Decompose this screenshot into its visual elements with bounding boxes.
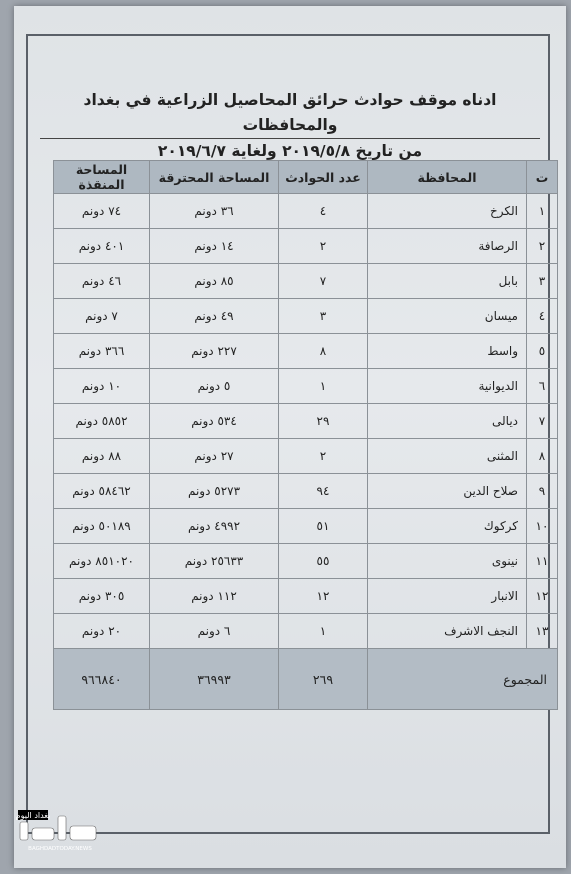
total-burned-area: ٣٦٩٩٣ — [150, 649, 279, 710]
saved-area-cell: ٨٨ دونم — [54, 439, 150, 474]
incidents-cell: ٣ — [279, 299, 368, 334]
governorate-cell: المثنى — [368, 439, 527, 474]
saved-area-cell: ٥٠١٨٩ دونم — [54, 509, 150, 544]
governorate-cell: صلاح الدين — [368, 474, 527, 509]
table-row — [54, 404, 558, 439]
incidents-cell: ٥١ — [279, 509, 368, 544]
title-line-1: ادناه موقف حوادث حرائق المحاصيل الزراعية في بغداد والمحافظات — [40, 88, 540, 139]
row-index: ١٠ — [527, 509, 558, 544]
row-index: ٦ — [527, 369, 558, 404]
total-incidents: ٢٦٩ — [279, 649, 368, 710]
governorate-cell: كركوك — [368, 509, 527, 544]
burned-area-cell: ٤٩٩٢ دونم — [150, 509, 279, 544]
table-row — [54, 614, 558, 649]
governorate-cell: ديالى — [368, 404, 527, 439]
incidents-cell: ١ — [279, 614, 368, 649]
row-index: ٣ — [527, 264, 558, 299]
governorate-cell: الديوانية — [368, 369, 527, 404]
burned-area-cell: ٢٢٧ دونم — [150, 334, 279, 369]
burned-area-cell: ١١٢ دونم — [150, 579, 279, 614]
governorate-cell: النجف الاشرف — [368, 614, 527, 649]
row-index: ١٢ — [527, 579, 558, 614]
incidents-cell: ٤ — [279, 194, 368, 229]
logo-brand-text: بغداد اليوم — [15, 811, 51, 820]
row-index: ٧ — [527, 404, 558, 439]
incidents-cell: ٧ — [279, 264, 368, 299]
table-row — [54, 509, 558, 544]
burned-area-cell: ٦ دونم — [150, 614, 279, 649]
incidents-cell: ١ — [279, 369, 368, 404]
governorate-cell: الرصافة — [368, 229, 527, 264]
governorate-cell: الانبار — [368, 579, 527, 614]
governorate-cell: الكرخ — [368, 194, 527, 229]
governorate-cell: واسط — [368, 334, 527, 369]
logo-site-text: BAGHDADTODAY.NEWS — [28, 846, 92, 852]
saved-area-cell: ٤٠١ دونم — [54, 229, 150, 264]
header-incidents: عدد الحوادث — [279, 161, 368, 194]
row-index: ٢ — [527, 229, 558, 264]
incidents-cell: ١٢ — [279, 579, 368, 614]
table-row — [54, 229, 558, 264]
governorate-cell: ميسان — [368, 299, 527, 334]
header-governorate: المحافظة — [368, 161, 527, 194]
incidents-cell: ٥٥ — [279, 544, 368, 579]
saved-area-cell: ٤٦ دونم — [54, 264, 150, 299]
total-row — [54, 649, 558, 710]
saved-area-cell: ٧٤ دونم — [54, 194, 150, 229]
header-index: ت — [527, 161, 558, 194]
table-row — [54, 264, 558, 299]
saved-area-cell: ٧ دونم — [54, 299, 150, 334]
saved-area-cell: ٣٦٦ دونم — [54, 334, 150, 369]
burned-area-cell: ٥ دونم — [150, 369, 279, 404]
burned-area-cell: ٢٧ دونم — [150, 439, 279, 474]
burned-area-cell: ٢٥٦٣٣ دونم — [150, 544, 279, 579]
document-title — [40, 88, 540, 165]
row-index: ١٣ — [527, 614, 558, 649]
total-label: المجموع — [368, 649, 558, 710]
table-row — [54, 579, 558, 614]
fire-incidents-table — [53, 160, 558, 710]
burned-area-cell: ١٤ دونم — [150, 229, 279, 264]
header-burned-area: المساحة المحترقة — [150, 161, 279, 194]
table-row — [54, 474, 558, 509]
burned-area-cell: ٥٢٧٣ دونم — [150, 474, 279, 509]
governorate-cell: بابل — [368, 264, 527, 299]
saved-area-cell: ٣٠٥ دونم — [54, 579, 150, 614]
table-row — [54, 334, 558, 369]
burned-area-cell: ٣٦ دونم — [150, 194, 279, 229]
table-row — [54, 544, 558, 579]
burned-area-cell: ٨٥ دونم — [150, 264, 279, 299]
row-index: ٥ — [527, 334, 558, 369]
row-index: ١١ — [527, 544, 558, 579]
row-index: ٩ — [527, 474, 558, 509]
baghdad-today-logo — [14, 808, 124, 854]
row-index: ٤ — [527, 299, 558, 334]
saved-area-cell: ١٠ دونم — [54, 369, 150, 404]
saved-area-cell: ٢٠ دونم — [54, 614, 150, 649]
header-saved-area: المساحة المنقذة — [54, 161, 150, 194]
table-row — [54, 299, 558, 334]
total-saved-area: ٩٦٦٨٤٠ — [54, 649, 150, 710]
incidents-cell: ٢ — [279, 439, 368, 474]
title-line-2: من تاريخ ٢٠١٩/٥/٨ ولغاية ٢٠١٩/٦/٧ — [154, 139, 426, 165]
saved-area-cell: ٨٥١٠٢٠ دونم — [54, 544, 150, 579]
incidents-cell: ٢٩ — [279, 404, 368, 439]
incidents-cell: ٢ — [279, 229, 368, 264]
table-row — [54, 194, 558, 229]
governorate-cell: نينوى — [368, 544, 527, 579]
incidents-cell: ٩٤ — [279, 474, 368, 509]
table-row — [54, 439, 558, 474]
burned-area-cell: ٤٩ دونم — [150, 299, 279, 334]
row-index: ٨ — [527, 439, 558, 474]
saved-area-cell: ٥٨٥٢ دونم — [54, 404, 150, 439]
saved-area-cell: ٥٨٤٦٢ دونم — [54, 474, 150, 509]
row-index: ١ — [527, 194, 558, 229]
burned-area-cell: ٥٣٤ دونم — [150, 404, 279, 439]
table-row — [54, 369, 558, 404]
table-header-row — [54, 161, 558, 194]
incidents-cell: ٨ — [279, 334, 368, 369]
